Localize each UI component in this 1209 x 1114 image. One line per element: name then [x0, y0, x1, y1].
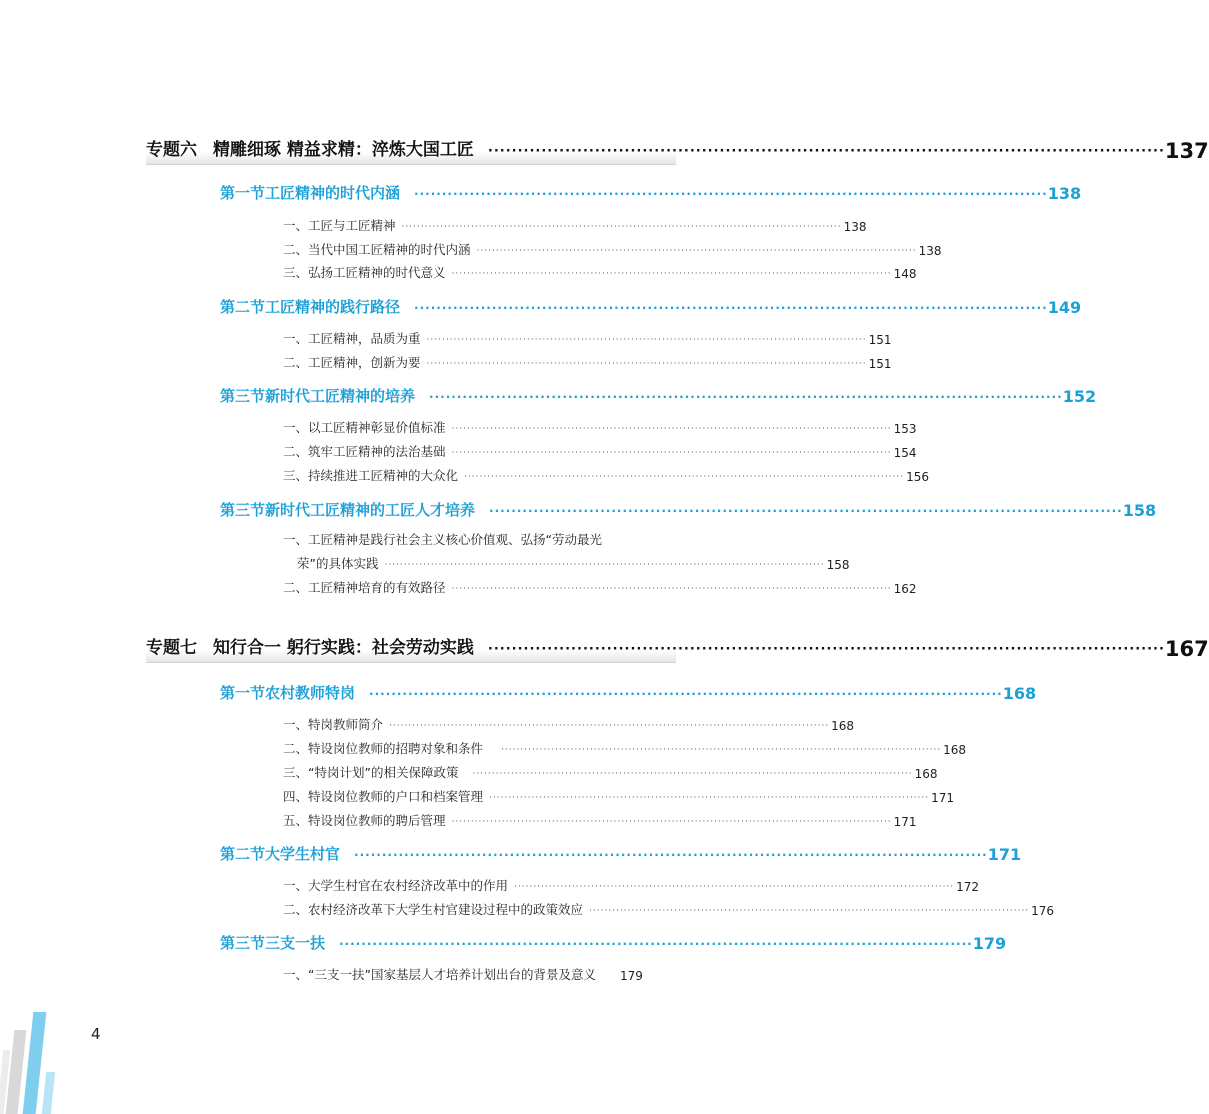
leader-dots: ··················································································································	[487, 144, 1165, 159]
item-page: 158	[826, 558, 850, 572]
toc-item[interactable]	[283, 761, 938, 781]
leader-dots: ··················································································································	[401, 222, 842, 232]
item-page: 176	[1031, 904, 1055, 918]
section-page: 168	[1002, 684, 1037, 703]
item-page: 151	[868, 333, 892, 347]
section-label: 第一节	[220, 684, 266, 702]
item-title: 一、工匠与工匠精神	[283, 218, 396, 233]
item-title: 四、特设岗位教师的户口和档案管理	[283, 789, 484, 804]
leader-dots: ··················································································································	[426, 359, 867, 369]
leader-dots: ··················································································································	[429, 390, 1063, 404]
item-title: 一、工匠精神，品质为重	[283, 331, 421, 346]
section-row[interactable]	[220, 496, 1157, 520]
toc-item[interactable]	[283, 809, 917, 829]
section-label: 第二节	[220, 298, 266, 316]
leader-dots: ··················································································································	[589, 906, 1030, 916]
item-title: 三、持续推进工匠精神的大众化	[283, 468, 459, 483]
leader-dots: ··················································································································	[389, 721, 830, 731]
item-page: 154	[893, 446, 917, 460]
section-page: 138	[1047, 184, 1082, 203]
item-title: 三、“特岗计划”的相关保障政策	[283, 765, 459, 780]
item-page: 179	[619, 969, 643, 983]
item-page: 171	[893, 815, 917, 829]
item-title: 一、特岗教师简介	[283, 717, 384, 732]
section-row[interactable]	[220, 293, 1082, 317]
leader-dots: ··················································································································	[489, 793, 930, 803]
leader-dots: ··················································································································	[451, 817, 892, 827]
section-title: 新时代工匠精神的培养	[265, 387, 416, 405]
toc-item[interactable]	[297, 552, 850, 572]
section-title: 大学生村官	[265, 845, 341, 863]
section-title: 农村教师特岗	[265, 684, 356, 702]
leader-dots: ··················································································································	[487, 642, 1165, 657]
toc-item[interactable]	[283, 898, 1055, 918]
leader-dots: ··················································································································	[501, 745, 942, 755]
leader-dots: ··················································································································	[354, 848, 988, 862]
section-page: 158	[1122, 501, 1157, 520]
section-row[interactable]	[220, 840, 1022, 864]
section-title: 三支一扶	[265, 934, 326, 952]
leader-dots: ··················································································································	[514, 882, 955, 892]
toc-item[interactable]	[283, 713, 855, 733]
chapter-title: 精雕细琢 精益求精：淬炼大国工匠	[213, 140, 474, 160]
chapter-row[interactable]	[146, 136, 1209, 165]
section-row[interactable]	[220, 929, 1007, 953]
leader-dots: ··················································································································	[414, 301, 1048, 315]
item-title: 一、“三支一扶”国家基层人才培养计划出台的背景及意义	[283, 967, 596, 982]
leader-dots: ··················································································································	[476, 246, 917, 256]
section-label: 第三节	[220, 387, 266, 405]
section-label: 第三节	[220, 934, 266, 952]
item-spacer	[602, 981, 618, 983]
section-title: 工匠精神的时代内涵	[265, 184, 401, 202]
leader-dots: ··················································································································	[451, 448, 892, 458]
item-page: 151	[868, 357, 892, 371]
toc-item[interactable]	[283, 416, 917, 436]
leader-dots: ··················································································································	[464, 472, 905, 482]
item-page: 162	[893, 582, 917, 596]
section-page: 171	[987, 845, 1022, 864]
item-page: 156	[906, 470, 930, 484]
item-page: 172	[956, 880, 980, 894]
chapter-title: 知行合一 躬行实践：社会劳动实践	[213, 638, 474, 658]
section-title: 新时代工匠精神的工匠人才培养	[265, 501, 476, 519]
item-title: 荣”的具体实践	[297, 556, 379, 571]
item-title: 二、农村经济改革下大学生村官建设过程中的政策效应	[283, 902, 584, 917]
section-row[interactable]	[220, 679, 1037, 703]
chapter-page: 167	[1164, 637, 1209, 661]
stripe-light-blue	[42, 1072, 55, 1114]
item-title: 三、弘扬工匠精神的时代意义	[283, 265, 446, 280]
item-title-line1[interactable]: 一、工匠精神是践行社会主义核心价值观、弘扬“劳动最光	[283, 532, 602, 547]
section-label: 第一节	[220, 184, 266, 202]
toc-item[interactable]	[283, 440, 917, 460]
item-title: 五、特设岗位教师的聘后管理	[283, 813, 446, 828]
leader-dots: ··················································································································	[384, 560, 825, 570]
item-page: 153	[893, 422, 917, 436]
leader-dots: ··················································································································	[451, 584, 892, 594]
section-label: 第二节	[220, 845, 266, 863]
toc-item[interactable]	[283, 238, 942, 258]
item-title: 二、特设岗位教师的招聘对象和条件	[283, 741, 484, 756]
item-page: 168	[914, 767, 938, 781]
section-row[interactable]	[220, 179, 1082, 203]
toc-item[interactable]	[283, 874, 980, 894]
item-page: 168	[943, 743, 967, 757]
page-number: 4	[91, 1025, 101, 1043]
toc-item[interactable]	[283, 737, 967, 757]
item-page: 148	[893, 267, 917, 281]
chapter-label: 专题七	[146, 638, 197, 658]
leader-dots: ··················································································································	[451, 269, 892, 279]
chapter-label: 专题六	[146, 140, 197, 160]
toc-item[interactable]	[283, 576, 917, 596]
section-page: 179	[972, 934, 1007, 953]
toc-item[interactable]	[283, 963, 664, 983]
section-title: 工匠精神的践行路径	[265, 298, 401, 316]
section-row[interactable]	[220, 382, 1097, 406]
toc-item[interactable]	[283, 214, 867, 234]
leader-dots: ··················································································································	[451, 424, 892, 434]
toc-item[interactable]	[283, 327, 892, 347]
item-title: 二、当代中国工匠精神的时代内涵	[283, 242, 471, 257]
item-title: 二、工匠精神培育的有效路径	[283, 580, 446, 595]
toc-item[interactable]	[283, 785, 955, 805]
item-page: 138	[918, 244, 942, 258]
leader-dots: ··················································································································	[339, 937, 973, 951]
toc-item[interactable]	[283, 261, 917, 281]
leader-dots: ··················································································································	[414, 187, 1048, 201]
section-page: 149	[1047, 298, 1082, 317]
leader-dots: ··················································································································	[369, 687, 1003, 701]
item-title: 二、筑牢工匠精神的法治基础	[283, 444, 446, 459]
chapter-row[interactable]	[146, 634, 1209, 663]
item-title: 一、大学生村官在农村经济改革中的作用	[283, 878, 509, 893]
section-page: 152	[1062, 387, 1097, 406]
leader-dots: ··················································································································	[472, 769, 913, 779]
chapter-page: 137	[1164, 139, 1209, 163]
leader-dots: ··················································································································	[426, 335, 867, 345]
item-page: 168	[831, 719, 855, 733]
item-title: 二、工匠精神，创新为要	[283, 355, 421, 370]
toc-item[interactable]	[283, 464, 930, 484]
item-page: 171	[931, 791, 955, 805]
toc-item[interactable]	[283, 351, 892, 371]
item-page: 138	[843, 220, 867, 234]
section-label: 第三节	[220, 501, 266, 519]
leader-dots: ··················································································································	[489, 504, 1123, 518]
item-title: 一、以工匠精神彰显价值标准	[283, 420, 446, 435]
